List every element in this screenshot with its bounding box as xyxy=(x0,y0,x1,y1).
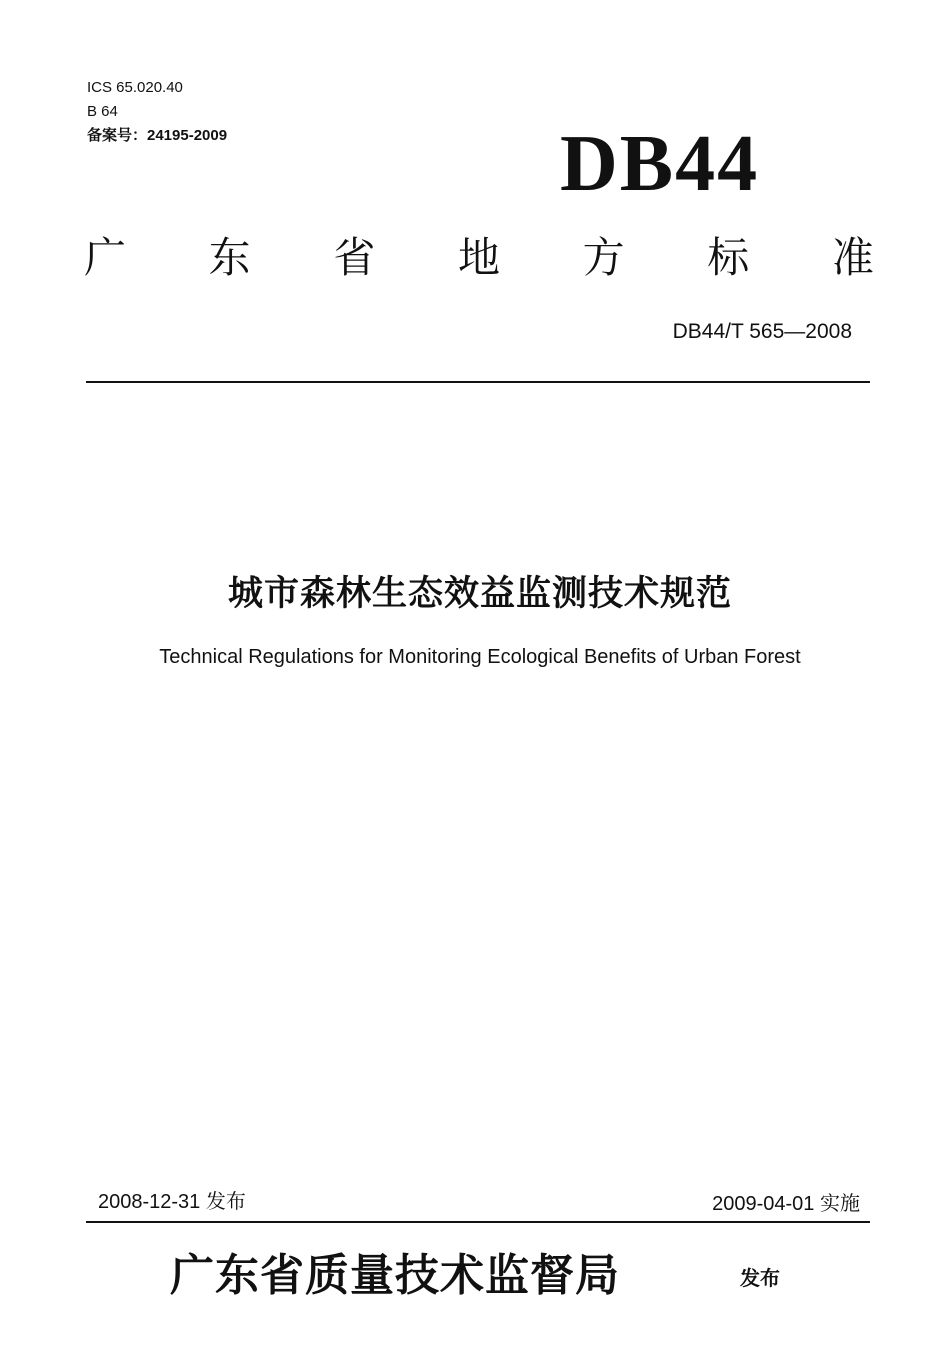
class-code: B 64 xyxy=(87,103,118,120)
publisher-name: 广东省质量技术监督局 xyxy=(170,1250,620,1301)
publish-label: 发布 xyxy=(740,1266,780,1290)
standard-title-char: 省 xyxy=(333,233,376,282)
standard-title-char: 广 xyxy=(84,233,127,282)
standard-title-char: 准 xyxy=(831,233,874,282)
standard-type-title xyxy=(84,228,874,288)
standard-title-char: 地 xyxy=(457,233,500,282)
issue-date: 2008-12-31 发布 xyxy=(98,1191,246,1213)
standard-title-char: 标 xyxy=(707,233,750,282)
classification-block xyxy=(87,76,227,148)
implementation-date: 2009-04-01 实施 xyxy=(712,1193,860,1215)
footer-divider xyxy=(86,1221,870,1223)
document-title-chinese: 城市森林生态效益监测技术规范 xyxy=(227,574,732,614)
header-divider xyxy=(86,381,870,383)
document-title-english: Technical Regulations for Monitoring Ecological Benefits of Urban Forest xyxy=(159,646,801,668)
standard-title-char: 方 xyxy=(582,233,625,282)
ics-code: ICS 65.020.40 xyxy=(87,79,183,96)
record-number: 备案号：24195-2009 xyxy=(87,127,228,144)
standard-title-char: 东 xyxy=(208,233,251,282)
db-mark: DB44 xyxy=(560,120,760,208)
standard-number: DB44/T 565—2008 xyxy=(672,320,852,343)
